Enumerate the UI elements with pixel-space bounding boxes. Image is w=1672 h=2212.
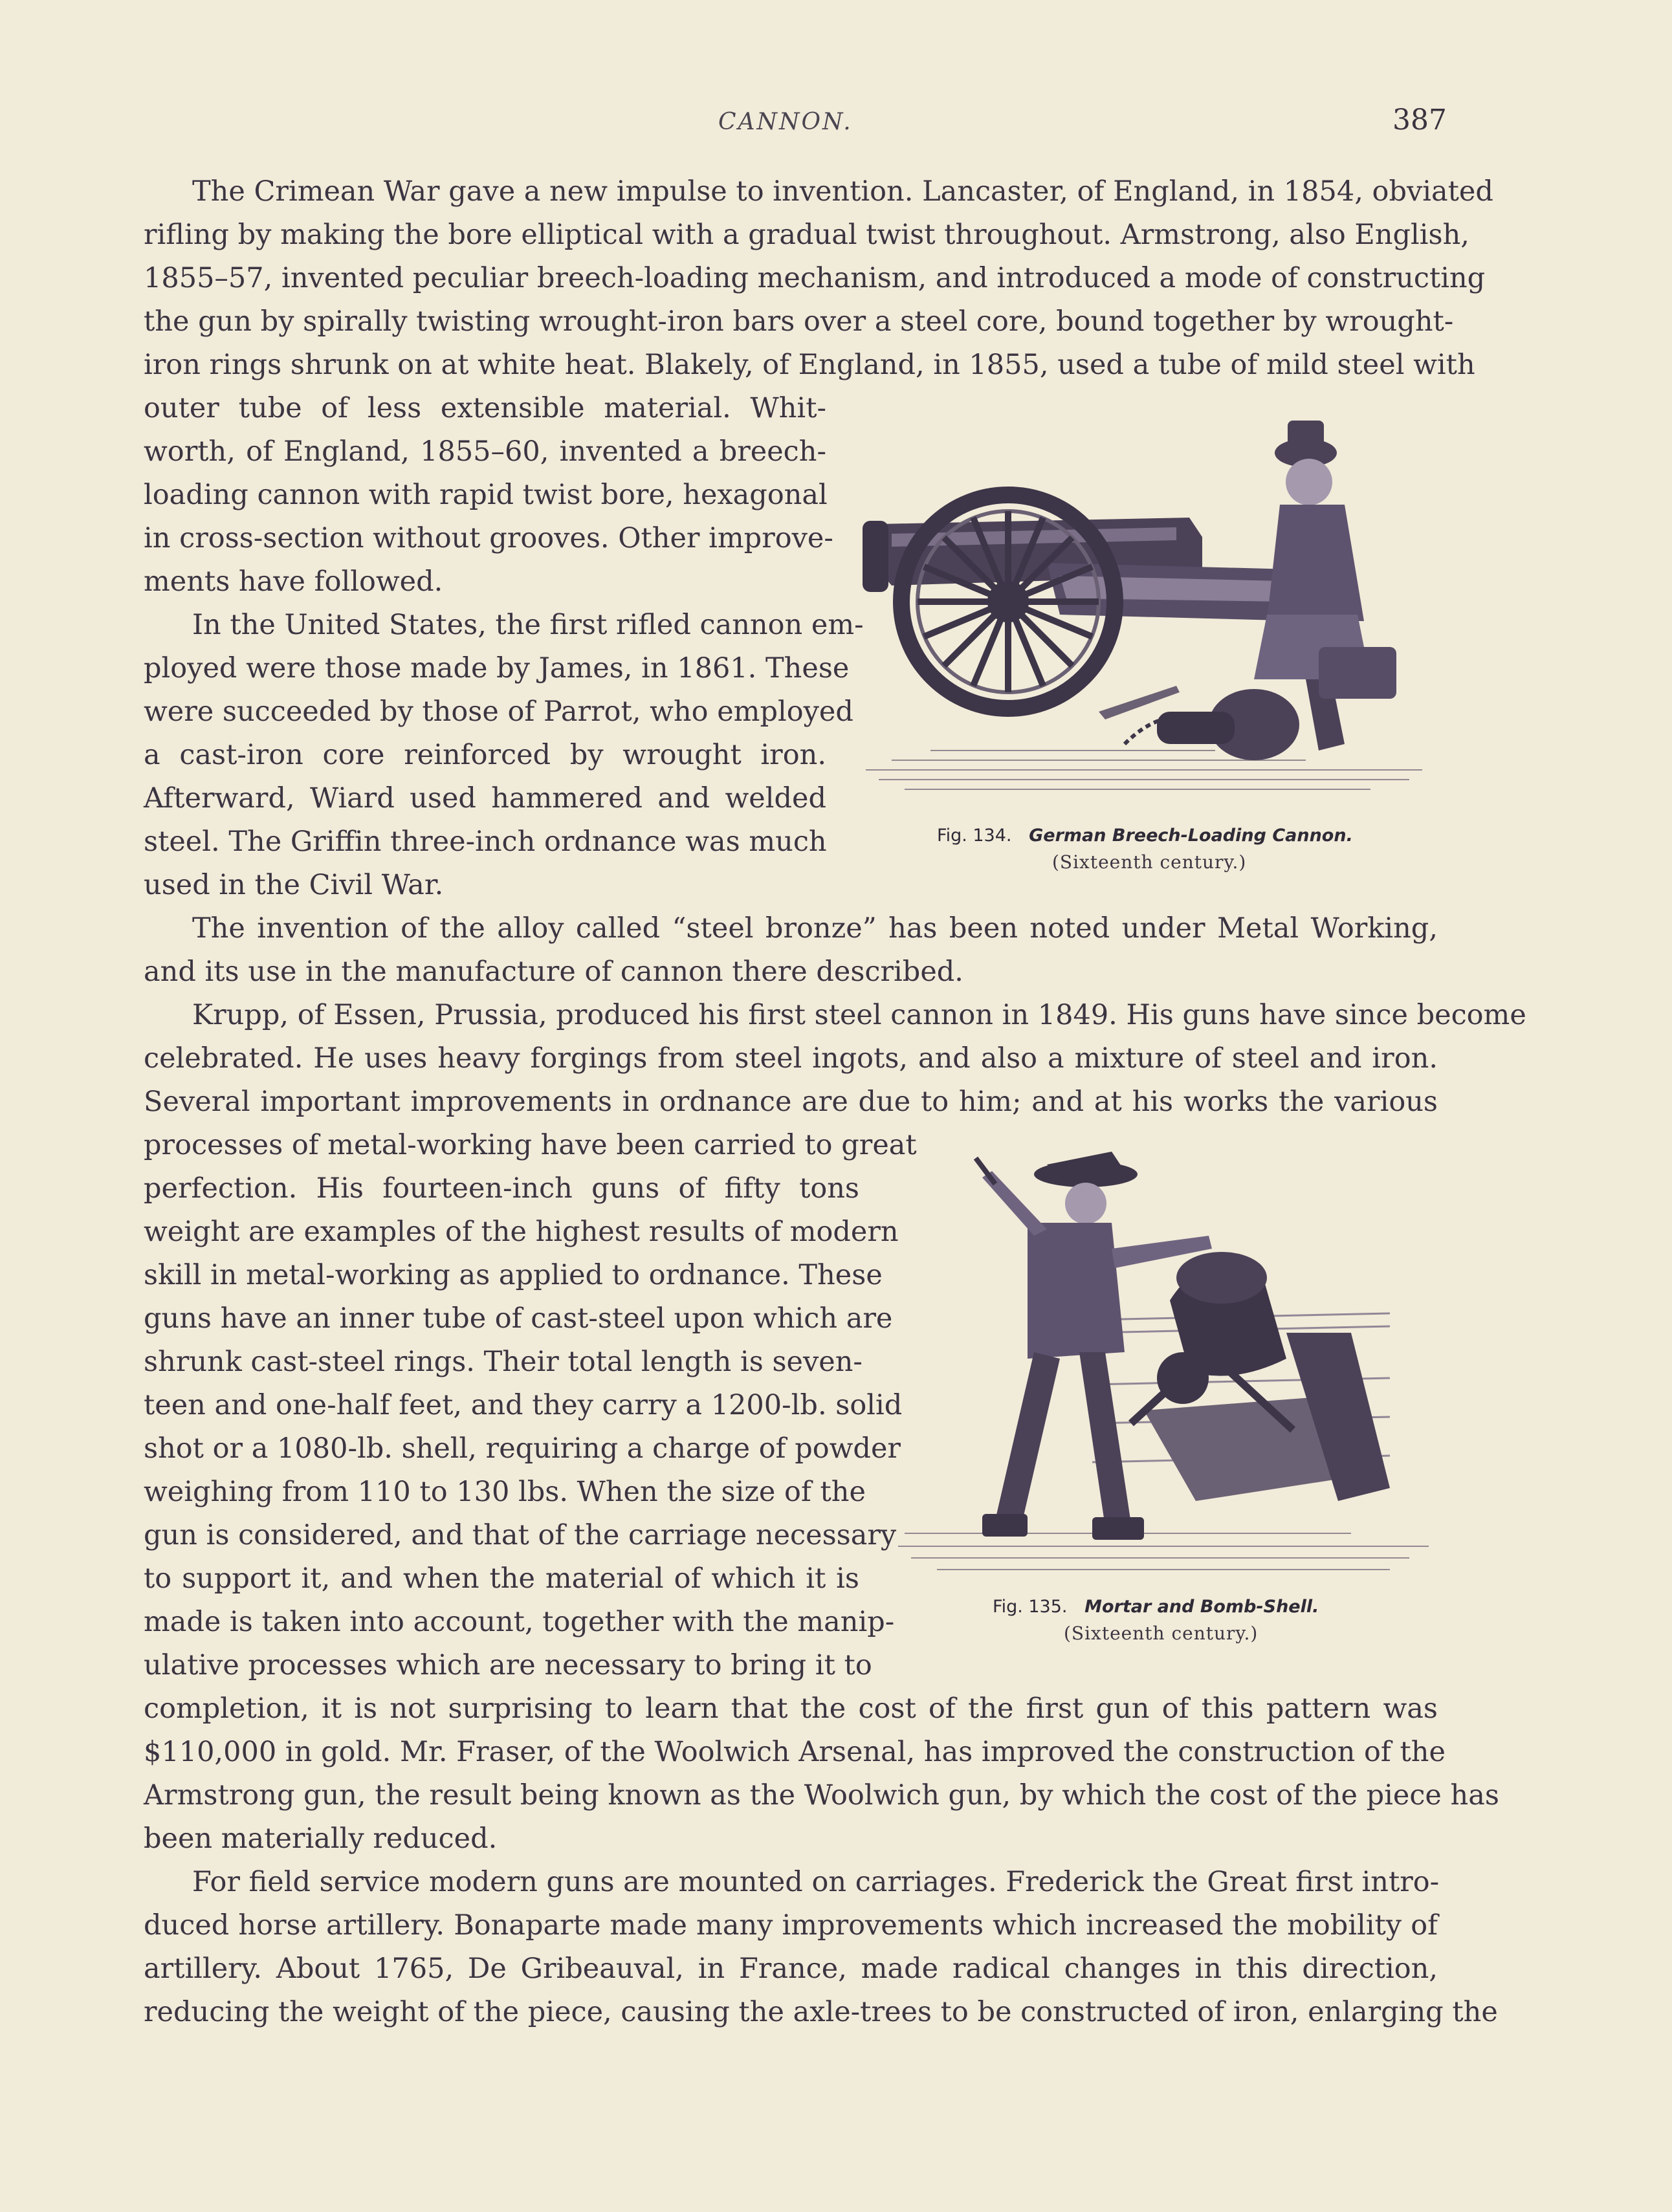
text-line: Armstrong gun, the result being known as the Woolwich gun, by which the cost of the piece has bbox=[144, 1779, 1499, 1812]
figure-134-subtitle: (Sixteenth century.) bbox=[1052, 851, 1247, 873]
text-line: duced horse artillery. Bonaparte made many improvements which increased the mobility of bbox=[144, 1909, 1438, 1942]
running-title: CANNON. bbox=[718, 109, 853, 135]
text-line: The invention of the alloy called “steel bronze” has been noted under Metal Working, bbox=[192, 912, 1438, 945]
figure-134-engraving bbox=[853, 408, 1435, 809]
text-line: Krupp, of Essen, Prussia, produced his first steel cannon in 1849. His guns have since become bbox=[192, 999, 1526, 1031]
text-line: For field service modern guns are mounted on carriages. Frederick the Great first intro- bbox=[192, 1866, 1440, 1898]
text-line: ments have followed. bbox=[144, 565, 443, 598]
text-line: processes of metal-working have been carried to great bbox=[144, 1129, 917, 1161]
text-line: iron rings shrunk on at white heat. Blakely, of England, in 1855, used a tube of mild steel with bbox=[144, 349, 1475, 381]
text-line: in cross-section without grooves. Other improve- bbox=[144, 522, 833, 554]
text-line: weighing from 110 to 130 lbs. When the size of the bbox=[144, 1476, 866, 1508]
figure-134-title: German Breech-Loading Cannon. bbox=[1029, 826, 1353, 846]
text-line: rifling by making the bore elliptical with a gradual twist throughout. Armstrong, also English, bbox=[144, 219, 1469, 251]
text-line: Several important improvements in ordnance are due to him; and at his works the various bbox=[144, 1086, 1438, 1118]
text-line: weight are examples of the highest results of modern bbox=[144, 1216, 899, 1248]
figure-135-caption bbox=[993, 1597, 1319, 1617]
text-line: guns have an inner tube of cast-steel upon which are bbox=[144, 1302, 893, 1335]
text-line: perfection. His fourteen-inch guns of fifty tons bbox=[144, 1172, 859, 1205]
text-line: and its use in the manufacture of cannon there described. bbox=[144, 956, 963, 988]
text-line: ulative processes which are necessary to bring it to bbox=[144, 1649, 872, 1681]
figure-134-number: Fig. 134. bbox=[937, 826, 1012, 846]
page-number: 387 bbox=[1392, 104, 1447, 137]
figure-135-subtitle: (Sixteenth century.) bbox=[1064, 1623, 1259, 1644]
text-line: teen and one-half feet, and they carry a 1200-lb. solid bbox=[144, 1389, 903, 1421]
text-line: $110,000 in gold. Mr. Fraser, of the Woolwich Arsenal, has improved the construction of the bbox=[144, 1736, 1446, 1768]
figure-135-engraving bbox=[898, 1139, 1429, 1585]
text-line: shrunk cast-steel rings. Their total length is seven- bbox=[144, 1346, 863, 1378]
text-line: 1855–57, invented peculiar breech-loading mechanism, and introduced a mode of constructing bbox=[144, 262, 1486, 294]
figure-134-caption bbox=[937, 826, 1353, 846]
text-line: completion, it is not surprising to learn that the cost of the first gun of this pattern was bbox=[144, 1692, 1438, 1725]
text-line: been materially reduced. bbox=[144, 1823, 498, 1855]
figure-135-title: Mortar and Bomb-Shell. bbox=[1084, 1597, 1319, 1617]
text-line: skill in metal-working as applied to ordnance. These bbox=[144, 1259, 883, 1291]
text-line: were succeeded by those of Parrot, who employed bbox=[144, 695, 853, 728]
text-line: ployed were those made by James, in 1861. These bbox=[144, 652, 850, 684]
text-line: gun is considered, and that of the carriage necessary bbox=[144, 1519, 897, 1551]
text-line: artillery. About 1765, De Gribeauval, in France, made radical changes in this direction, bbox=[144, 1953, 1438, 1985]
text-line: In the United States, the first rifled cannon em- bbox=[192, 609, 864, 641]
figure-135-number: Fig. 135. bbox=[993, 1597, 1068, 1617]
text-line: used in the Civil War. bbox=[144, 869, 444, 901]
text-line: The Crimean War gave a new impulse to invention. Lancaster, of England, in 1854, obviated bbox=[192, 175, 1493, 208]
text-line: made is taken into account, together with the manip- bbox=[144, 1606, 895, 1638]
text-line: worth, of England, 1855–60, invented a breech- bbox=[144, 435, 826, 468]
text-line: celebrated. He uses heavy forgings from steel ingots, and also a mixture of steel and iron. bbox=[144, 1042, 1438, 1075]
text-line: outer tube of less extensible material. Whit- bbox=[144, 392, 826, 424]
text-line: the gun by spirally twisting wrought-iron bars over a steel core, bound together by wrought- bbox=[144, 305, 1454, 338]
text-line: reducing the weight of the piece, causing the axle-trees to be constructed of iron, enlarging the bbox=[144, 1996, 1498, 2028]
text-line: Afterward, Wiard used hammered and welded bbox=[144, 782, 826, 815]
text-line: shot or a 1080-lb. shell, requiring a charge of powder bbox=[144, 1432, 901, 1465]
text-line: to support it, and when the material of which it is bbox=[144, 1562, 859, 1595]
text-line: steel. The Griffin three-inch ordnance was much bbox=[144, 826, 827, 858]
text-line: loading cannon with rapid twist bore, hexagonal bbox=[144, 479, 828, 511]
text-line: a cast-iron core reinforced by wrought iron. bbox=[144, 739, 826, 771]
